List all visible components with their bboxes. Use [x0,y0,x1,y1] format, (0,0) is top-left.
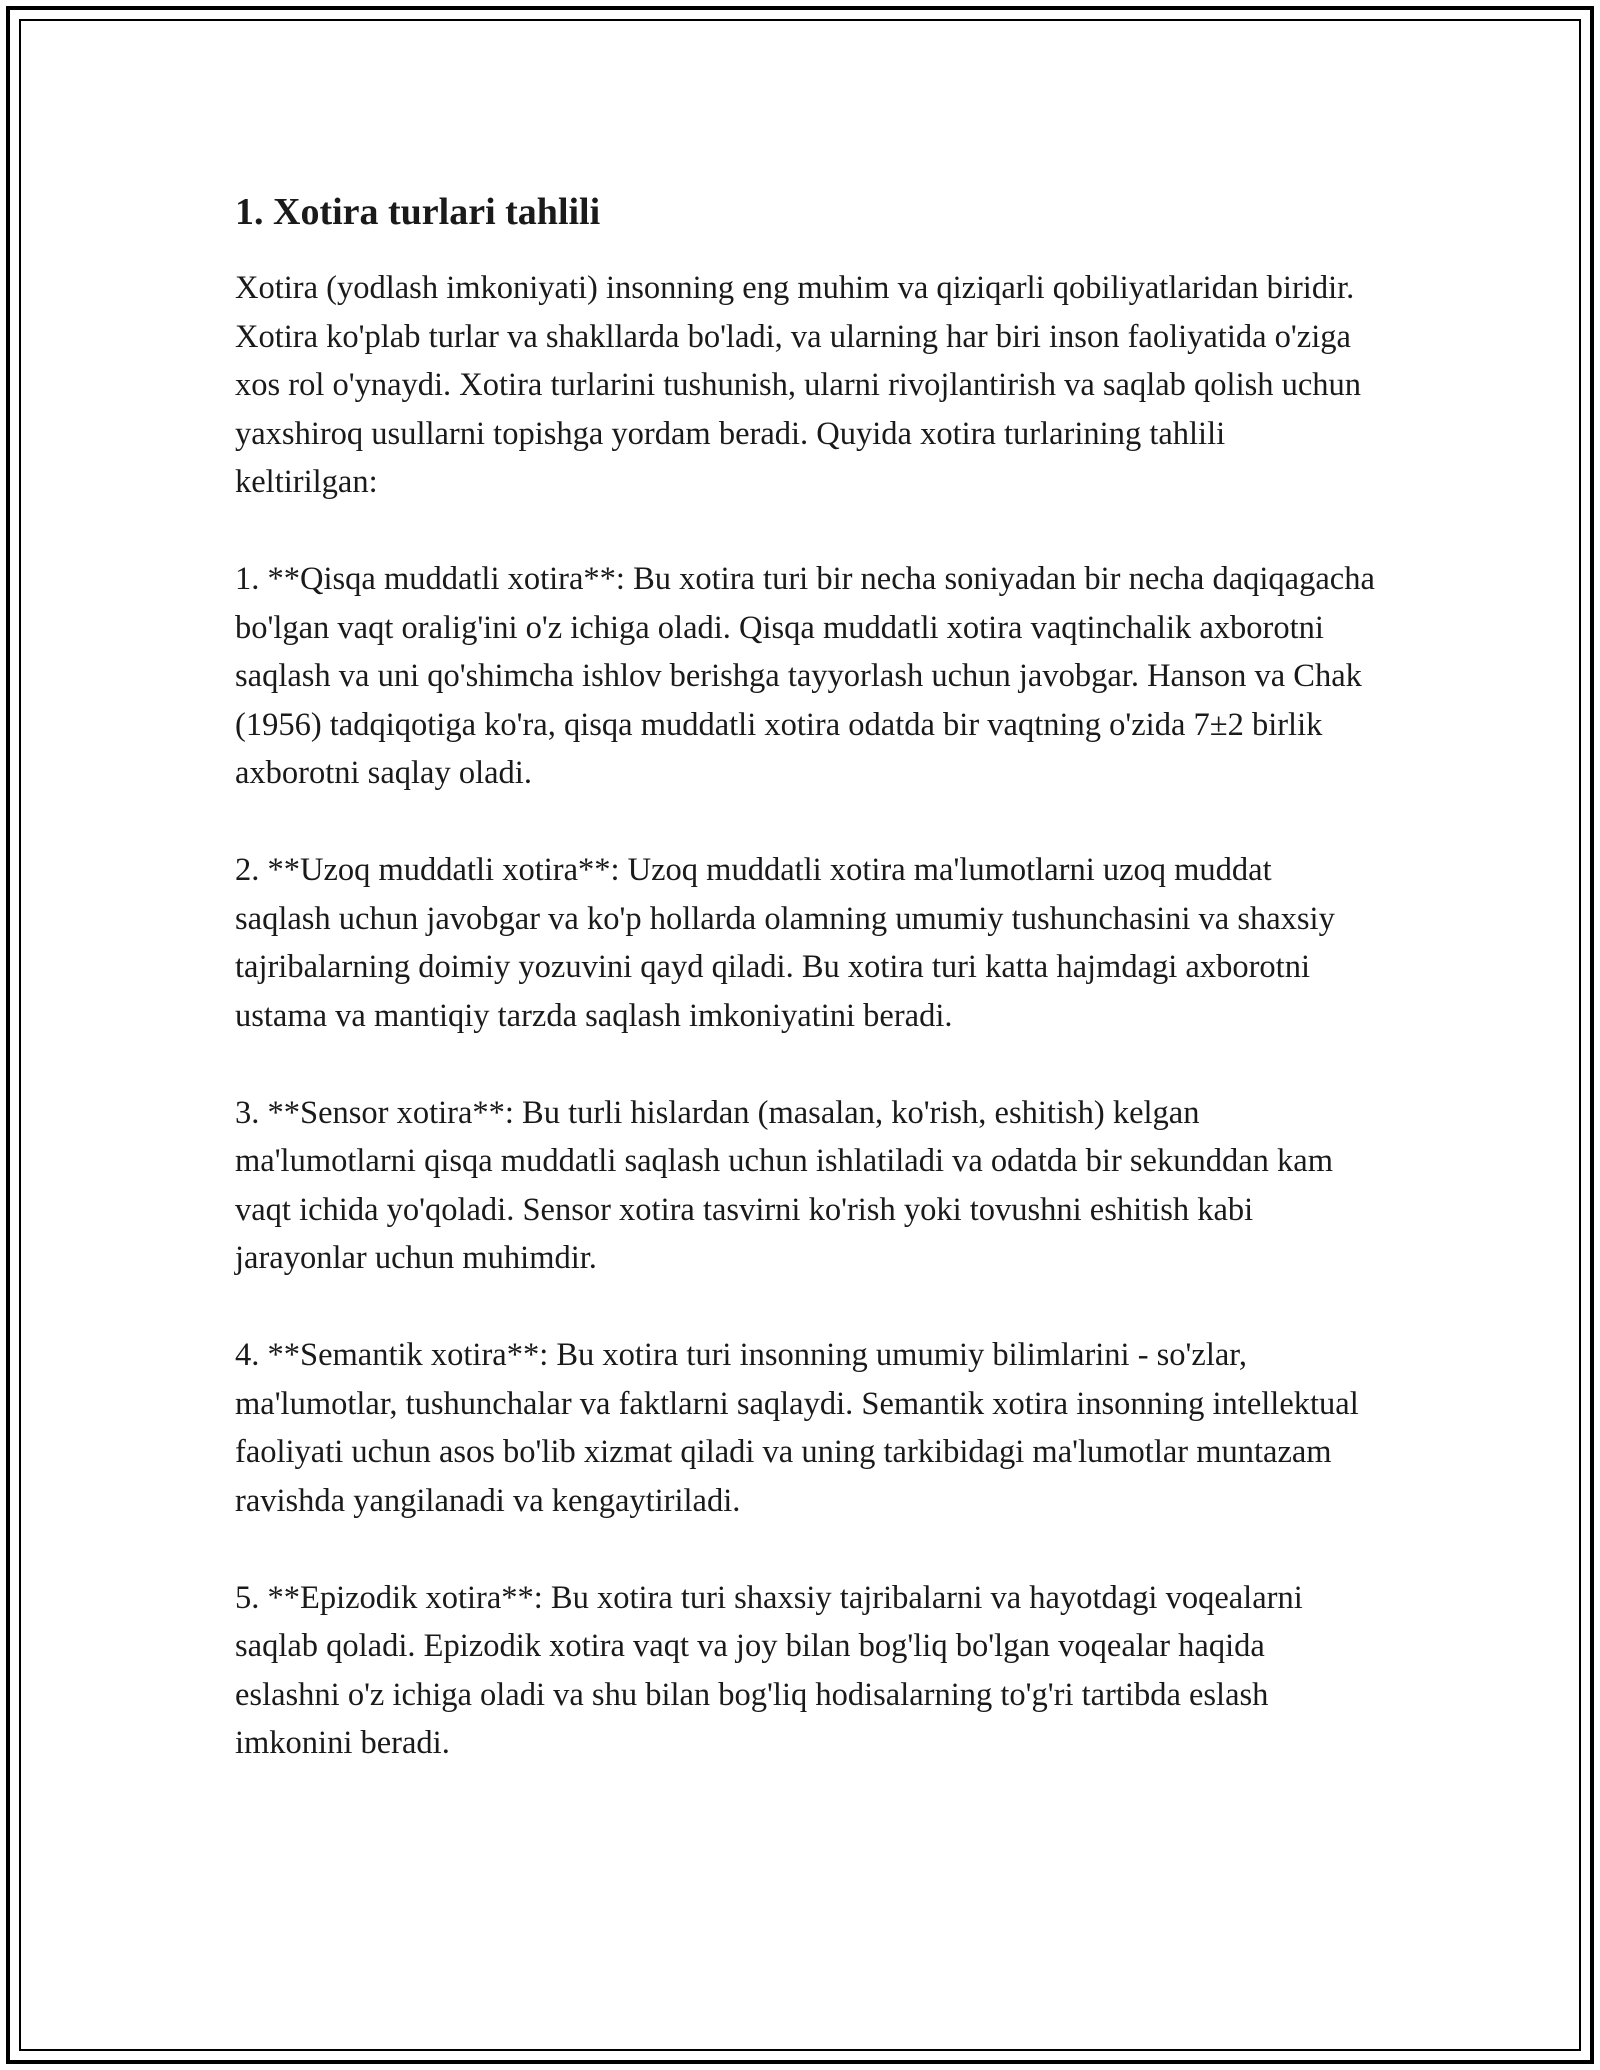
document-body [235,186,1375,1768]
intro-paragraph: Xotira (yodlash imkoniyati) insonning eng muhim va qiziqarli qobiliyatlaridan biridir. Xotira ko'plab turlar va shakllarda bo'ladi, va ularning har biri inson faoliyatida o'ziga xos rol o'ynaydi. Xotira turlarini tushunish, ularni rivojlantirish va saqlab qolish uchun yaxshiroq usullarni topishga yordam beradi. Quyida xotira turlarining tahlili keltirilgan: [235,270,1362,500]
list-item-short-term-memory: 1. **Qisqa muddatli xotira**: Bu xotira turi bir necha soniyadan bir necha daqiqagacha bo'lgan vaqt oralig'ini o'z ichiga oladi. Qisqa muddatli xotira vaqtinchalik axborotni saqlash va uni qo'shimcha ishlov berishga tayyorlash uchun javobgar. Hanson va Chak (1956) tadqiqotiga ko'ra, qisqa muddatli xotira odatda bir vaqtning o'zida 7±2 birlik axborotni saqlay oladi. [235,561,1375,791]
list-item-long-term-memory: 2. **Uzoq muddatli xotira**: Uzoq muddatli xotira ma'lumotlarni uzoq muddat saqlash uchun javobgar va ko'p hollarda olamning umumiy tushunchasini va shaxsiy tajribalarning doimiy yozuvini qayd qiladi. Bu xotira turi katta hajmdagi axborotni ustama va mantiqiy tarzda saqlash imkoniyatini beradi. [235,852,1335,1034]
list-item-semantic-memory: 4. **Semantik xotira**: Bu xotira turi insonning umumiy bilimlarini - so'zlar, ma'lumotlar, tushunchalar va faktlarni saqlaydi. Semantik xotira insonning intellektual faoliyati uchun asos bo'lib xizmat qiladi va uning tarkibidagi ma'lumotlar muntazam ravishda yangilanadi va kengaytiriladi. [235,1337,1359,1519]
list-item-episodic-memory: 5. **Epizodik xotira**: Bu xotira turi shaxsiy tajribalarni va hayotdagi voqealarni saqlab qoladi. Epizodik xotira vaqt va joy bilan bog'liq bo'lgan voqealar haqida eslashni o'z ichiga oladi va shu bilan bog'liq hodisalarning to'g'ri tartibda eslash imkonini beradi. [235,1579,1303,1761]
list-item-sensory-memory: 3. **Sensor xotira**: Bu turli hislardan (masalan, ko'rish, eshitish) kelgan ma'lumotlarni qisqa muddatli saqlash uchun ishlatiladi va odatda bir sekunddan kam vaqt ichida yo'qoladi. Sensor xotira tasvirni ko'rish yoki tovushni eshitish kabi jarayonlar uchun muhimdir. [235,1094,1333,1276]
document-title: 1. Xotira turlari tahlili [235,191,601,233]
